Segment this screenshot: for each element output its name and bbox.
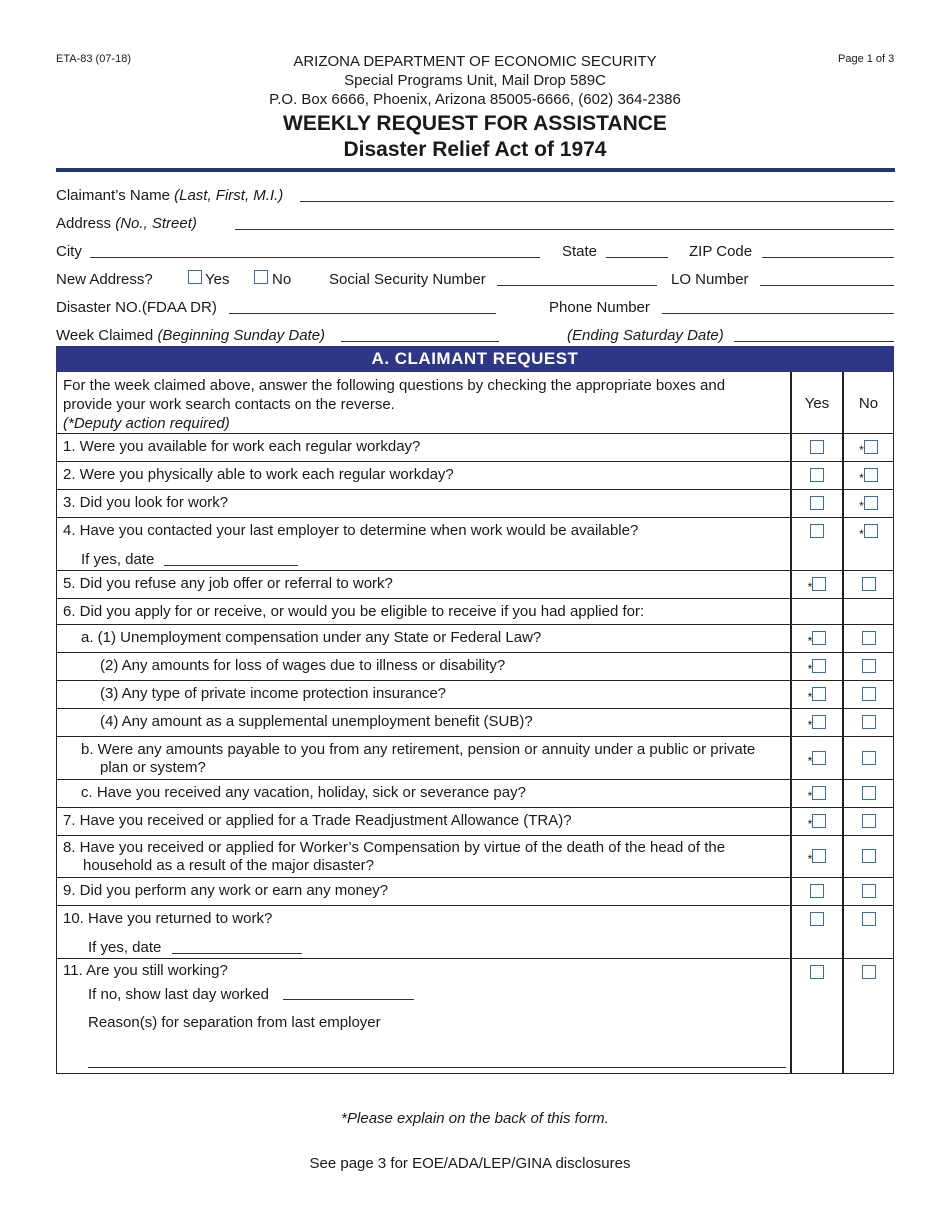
- question-2: 2. Were you physically able to work each regular workday?: [63, 466, 454, 483]
- zip-label: ZIP Code: [689, 243, 753, 260]
- q4-yes-checkbox[interactable]: [791, 524, 843, 543]
- q10-yes-checkbox[interactable]: [791, 912, 843, 931]
- page-number: Page 1 of 3: [838, 53, 895, 65]
- state-label: State: [562, 243, 598, 260]
- q11-no-checkbox[interactable]: [843, 965, 894, 984]
- q10-date-label: If yes, date: [88, 939, 162, 956]
- zip-field[interactable]: [762, 257, 894, 258]
- lo-number-field[interactable]: [760, 285, 894, 286]
- address-field[interactable]: [235, 229, 894, 230]
- q4-date-label: If yes, date: [81, 551, 155, 568]
- week-end-field[interactable]: [734, 341, 894, 342]
- no-column-header: No: [858, 395, 879, 412]
- city-field[interactable]: [90, 257, 540, 258]
- section-a-banner: A. CLAIMANT REQUEST: [56, 346, 894, 372]
- section-a-intro: For the week claimed above, answer the following questions by checking the appropriate boxes and provide your work search contacts on the reverse. (*Deputy action required): [63, 377, 726, 432]
- question-7: 7. Have you received or applied for a Trade Readjustment Allowance (TRA)?: [63, 812, 572, 829]
- form-id: ETA-83 (07-18): [56, 53, 131, 65]
- q6c-no-checkbox[interactable]: [843, 786, 894, 805]
- form-subtitle: Disaster Relief Act of 1974: [343, 138, 607, 161]
- q7-yes-checkbox[interactable]: *: [791, 814, 843, 833]
- question-5: 5. Did you refuse any job offer or referral to work?: [63, 575, 393, 592]
- question-6b: b. Were any amounts payable to you from any retirement, pension or annuity under a public or private plan or system?: [81, 741, 756, 776]
- question-8: 8. Have you received or applied for Worker’s Compensation by virtue of the death of the head of the household as a result of the major disaster?: [63, 839, 726, 874]
- lo-number-label: LO Number: [671, 271, 749, 288]
- row-divider: [56, 835, 894, 836]
- q10-no-checkbox[interactable]: [843, 912, 894, 931]
- city-label: City: [56, 243, 82, 260]
- q11-last-day-label: If no, show last day worked: [88, 986, 269, 1003]
- row-divider: [56, 958, 894, 959]
- week-begin-field[interactable]: [341, 341, 499, 342]
- q4-no-checkbox[interactable]: *: [843, 524, 894, 543]
- ssn-field[interactable]: [497, 285, 657, 286]
- explain-note: *Please explain on the back of this form.: [341, 1110, 609, 1127]
- row-divider: [56, 461, 894, 462]
- week-claimed-label: Week Claimed (Beginning Sunday Date): [56, 327, 326, 344]
- row-divider: [56, 779, 894, 780]
- q6a3-yes-checkbox[interactable]: *: [791, 687, 843, 706]
- row-divider: [56, 877, 894, 878]
- new-address-no-checkbox[interactable]: [254, 270, 268, 289]
- phone-field[interactable]: [662, 313, 894, 314]
- address-label: Address (No., Street): [56, 215, 197, 232]
- row-divider: [56, 807, 894, 808]
- ssn-label: Social Security Number: [329, 271, 486, 288]
- department-name: ARIZONA DEPARTMENT OF ECONOMIC SECURITY: [293, 53, 657, 70]
- new-address-label: New Address?: [56, 271, 153, 288]
- q8-no-checkbox[interactable]: [843, 849, 894, 868]
- question-6a4: (4) Any amount as a supplemental unemployment benefit (SUB)?: [100, 713, 533, 730]
- mailing-address: P.O. Box 6666, Phoenix, Arizona 85005-6666, (602) 364-2386: [269, 91, 681, 108]
- question-10: 10. Have you returned to work?: [63, 910, 273, 927]
- row-divider: [56, 905, 894, 906]
- q4-date-field[interactable]: [164, 565, 298, 566]
- q5-yes-checkbox[interactable]: *: [791, 577, 843, 596]
- q1-no-checkbox[interactable]: *: [843, 440, 894, 459]
- row-divider: [56, 598, 894, 599]
- question-11: 11. Are you still working?: [63, 962, 228, 979]
- q5-no-checkbox[interactable]: [843, 577, 894, 596]
- unit-name: Special Programs Unit, Mail Drop 589C: [344, 72, 606, 89]
- row-divider: [56, 433, 894, 434]
- row-divider: [56, 680, 894, 681]
- row-divider: [56, 517, 894, 518]
- q11-last-day-field[interactable]: [283, 999, 414, 1000]
- q11-yes-checkbox[interactable]: [791, 965, 843, 984]
- question-6: 6. Did you apply for or receive, or would you be eligible to receive if you had applied for:: [63, 603, 645, 620]
- q1-yes-checkbox[interactable]: [791, 440, 843, 459]
- question-6a2: (2) Any amounts for loss of wages due to illness or disability?: [100, 657, 506, 674]
- question-3: 3. Did you look for work?: [63, 494, 229, 511]
- question-4: 4. Have you contacted your last employer to determine when work would be available?: [63, 522, 639, 539]
- claimant-name-label: Claimant’s Name (Last, First, M.I.): [56, 187, 284, 204]
- question-9: 9. Did you perform any work or earn any money?: [63, 882, 389, 899]
- form-title: WEEKLY REQUEST FOR ASSISTANCE: [283, 112, 667, 135]
- q6a2-yes-checkbox[interactable]: *: [791, 659, 843, 678]
- row-divider: [56, 736, 894, 737]
- question-6c: c. Have you received any vacation, holiday, sick or severance pay?: [81, 784, 526, 801]
- question-6a3: (3) Any type of private income protection insurance?: [100, 685, 447, 702]
- question-1: 1. Were you available for work each regular workday?: [63, 438, 421, 455]
- q9-yes-checkbox[interactable]: [791, 884, 843, 903]
- row-divider: [56, 570, 894, 571]
- claimant-name-field[interactable]: [300, 201, 894, 202]
- row-divider: [56, 652, 894, 653]
- disaster-no-field[interactable]: [229, 313, 496, 314]
- q6a3-no-checkbox[interactable]: [843, 687, 894, 706]
- q9-no-checkbox[interactable]: [843, 884, 894, 903]
- disclosures-note: See page 3 for EOE/ADA/LEP/GINA disclosures: [309, 1155, 631, 1172]
- phone-label: Phone Number: [549, 299, 650, 316]
- q6a2-no-checkbox[interactable]: [843, 659, 894, 678]
- q6c-yes-checkbox[interactable]: *: [791, 786, 843, 805]
- q10-date-field[interactable]: [172, 953, 302, 954]
- state-field[interactable]: [606, 257, 668, 258]
- new-address-yes-checkbox[interactable]: [188, 270, 202, 289]
- q6b-no-checkbox[interactable]: [843, 751, 894, 770]
- yes-column-header: Yes: [804, 395, 830, 412]
- row-divider: [56, 708, 894, 709]
- q2-no-checkbox[interactable]: *: [843, 468, 894, 487]
- disaster-no-label: Disaster NO.(FDAA DR): [56, 299, 217, 316]
- q11-reason-label: Reason(s) for separation from last employer: [88, 1014, 381, 1031]
- q6a1-yes-checkbox[interactable]: *: [791, 631, 843, 650]
- new-address-yes-label: Yes: [205, 271, 230, 288]
- q2-yes-checkbox[interactable]: [791, 468, 843, 487]
- row-divider: [56, 624, 894, 625]
- q8-yes-checkbox[interactable]: *: [791, 849, 843, 868]
- q7-no-checkbox[interactable]: [843, 814, 894, 833]
- q6a4-no-checkbox[interactable]: [843, 715, 894, 734]
- q6a1-no-checkbox[interactable]: [843, 631, 894, 650]
- question-6a1: a. (1) Unemployment compensation under any State or Federal Law?: [81, 629, 542, 646]
- header-divider: [56, 168, 895, 172]
- row-divider: [56, 489, 894, 490]
- q11-reason-field[interactable]: [88, 1067, 786, 1068]
- q6a4-yes-checkbox[interactable]: *: [791, 715, 843, 734]
- new-address-no-label: No: [272, 271, 292, 288]
- q3-no-checkbox[interactable]: *: [843, 496, 894, 515]
- week-end-label: (Ending Saturday Date): [567, 327, 724, 344]
- q3-yes-checkbox[interactable]: [791, 496, 843, 515]
- q6b-yes-checkbox[interactable]: *: [791, 751, 843, 770]
